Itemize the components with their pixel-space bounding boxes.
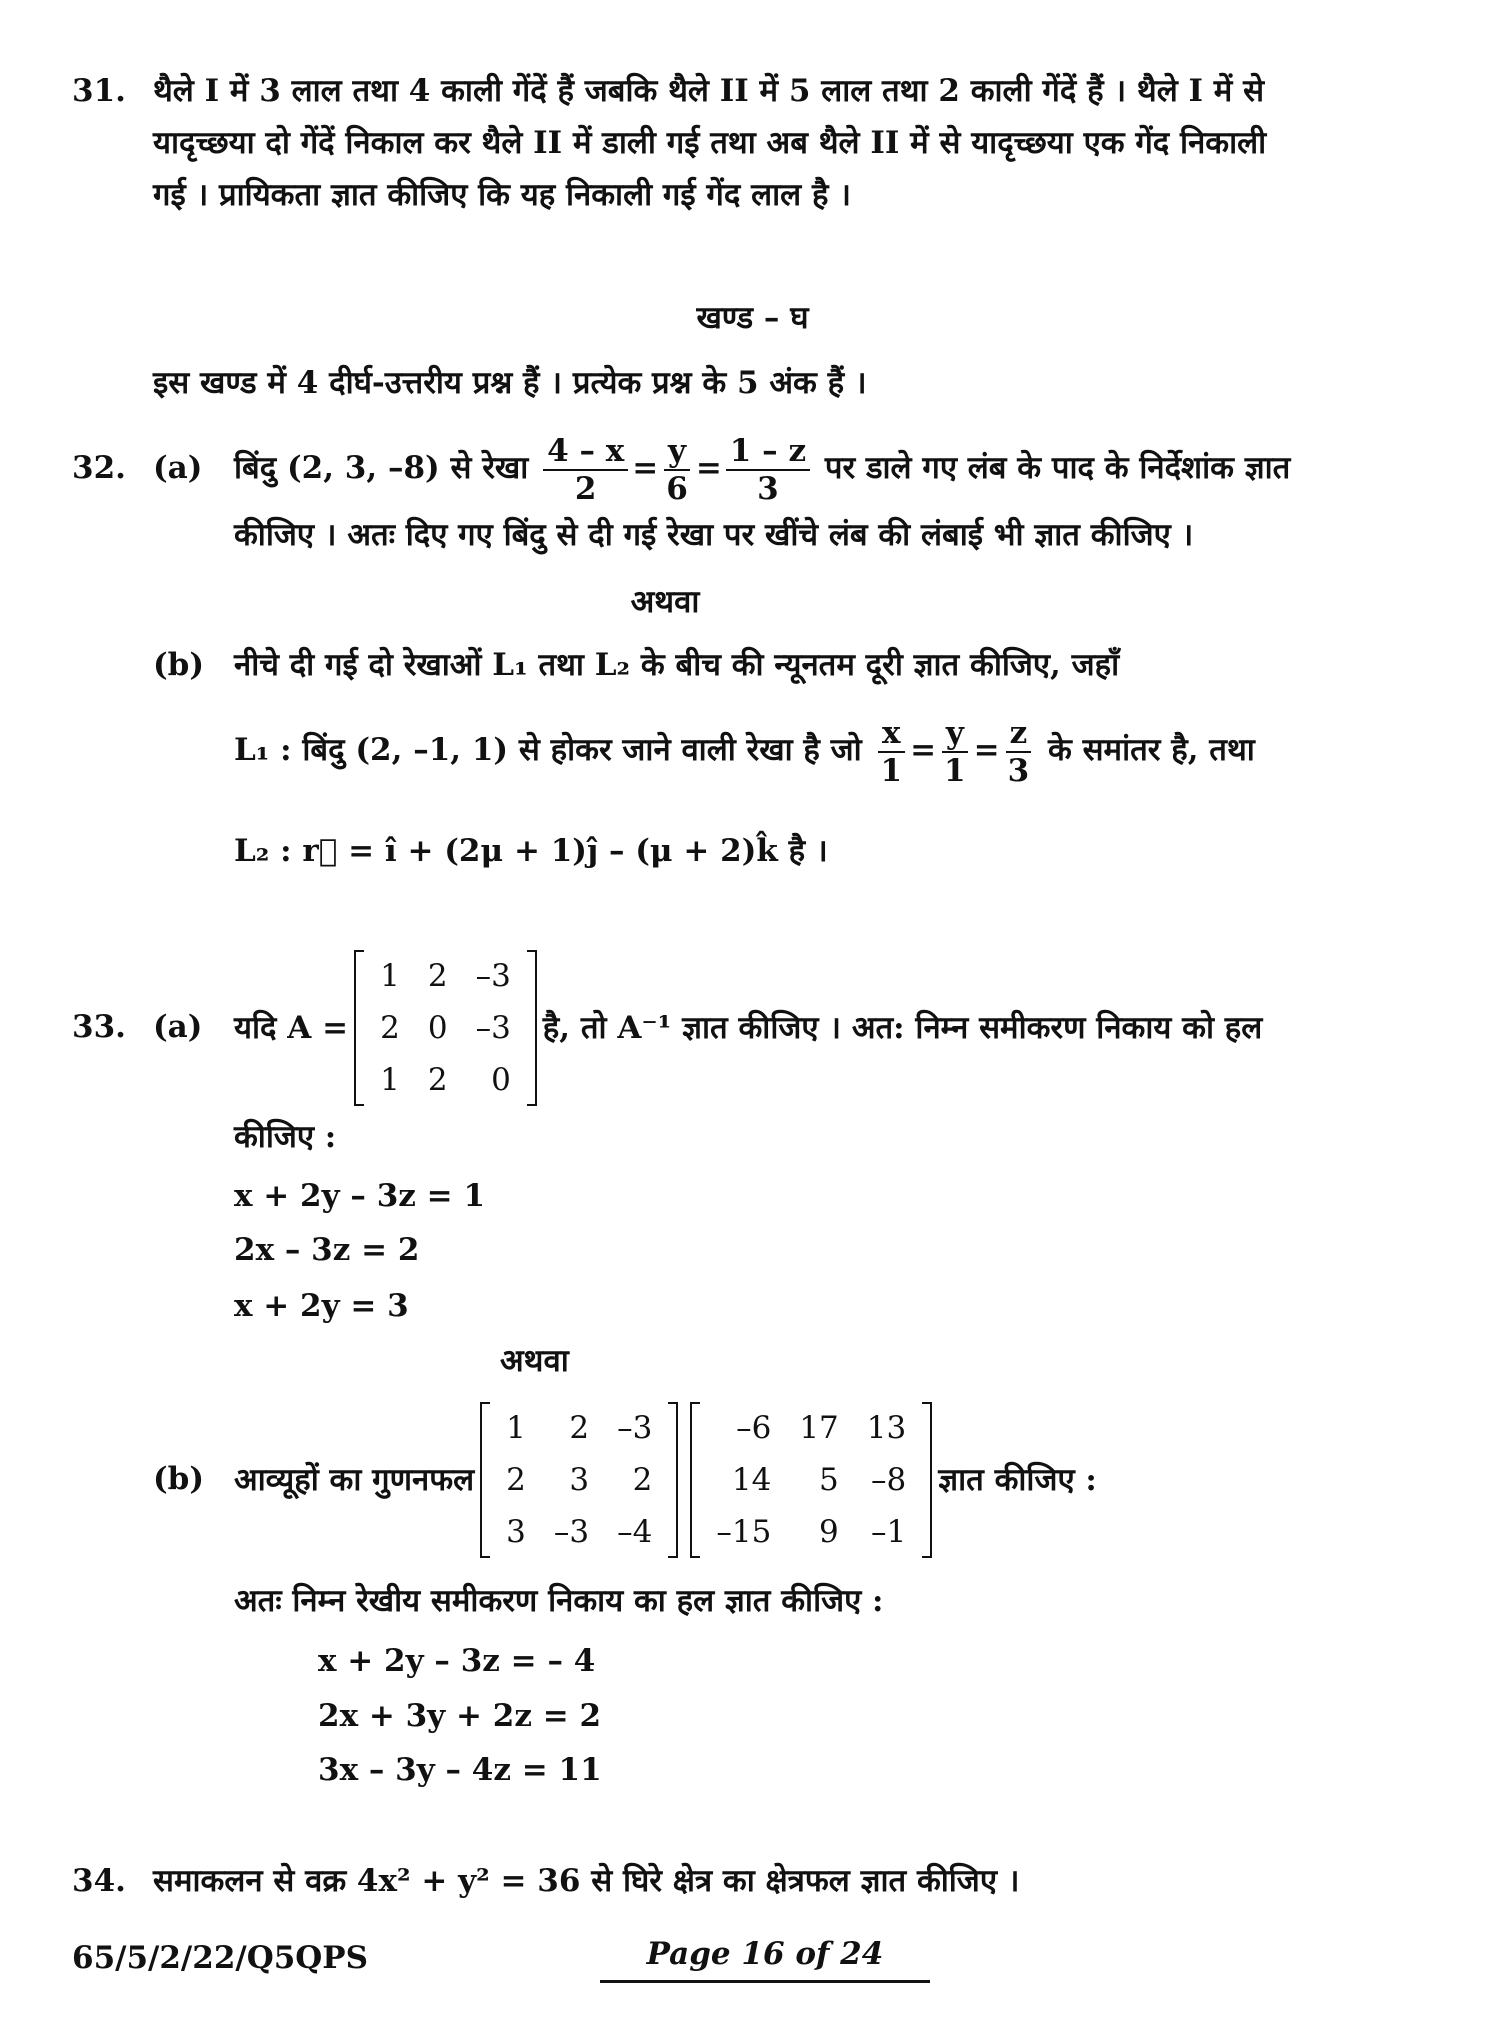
q34-text: समाकलन से वक्र 4x² + y² = 36 से घिरे क्षेत्र का क्षेत्रफल ज्ञात कीजिए । [153, 1863, 1020, 1899]
matrix-cell: 2 [506, 1462, 526, 1498]
q33-a-pre: यदि A = [234, 1010, 349, 1046]
paper-code: 65/5/2/22/Q5QPS [72, 1940, 368, 1976]
l1-post: के समांतर है, तथा [1047, 732, 1255, 768]
matrix-cell: 1 [506, 1410, 526, 1446]
numerator: z [1006, 715, 1032, 753]
matrix-cell: –15 [716, 1514, 772, 1550]
matrix-cell: 5 [819, 1462, 839, 1498]
matrix-cell: 2 [427, 958, 448, 994]
section-title: खण्ड – घ [696, 300, 809, 336]
equation: 2x – 3z = 2 [234, 1232, 420, 1268]
matrix-cell: –3 [475, 1010, 511, 1046]
q32-a-label: (a) [153, 450, 203, 486]
fraction [726, 433, 810, 507]
matrix-row [492, 1454, 666, 1506]
q31-line: यादृच्छया दो गेंदें निकाल कर थैले II में डाली गई तथा अब थैले II में से यादृच्छया एक गेंद निकाली [153, 125, 1267, 161]
q31-line: गई । प्रायिकता ज्ञात कीजिए कि यह निकाली गई गेंद लाल है । [153, 177, 851, 213]
q32-a-line2: कीजिए । अतः दिए गए बिंदु से दी गई रेखा पर खींचे लंब की लंबाई भी ज्ञात कीजिए । [234, 517, 1194, 553]
matrix-cell: 1 [380, 958, 400, 994]
fraction [1004, 715, 1034, 789]
numerator: 1 – z [726, 433, 810, 471]
matrix-cell: 9 [819, 1514, 839, 1550]
q31-number: 31. [72, 73, 126, 109]
matrix-cell: 2 [380, 1010, 400, 1046]
matrix-cell: 14 [731, 1462, 772, 1498]
matrix-cell: –6 [736, 1410, 772, 1446]
matrix-row [492, 1402, 666, 1454]
matrix-row [366, 1054, 525, 1106]
matrix-a [354, 950, 537, 1106]
q32-a-pre: बिंदु (2, 3, –8) से रेखा [234, 450, 529, 486]
matrix-cell: 3 [506, 1514, 526, 1550]
q33-b-post: ज्ञात कीजिए : [938, 1462, 1097, 1498]
q33-b-line2: अतः निम्न रेखीय समीकरण निकाय का हल ज्ञात कीजिए : [234, 1583, 884, 1619]
q33-number: 33. [72, 1009, 126, 1045]
fraction [940, 715, 970, 789]
q33-a-line1 [234, 950, 1262, 1106]
matrix-cell: –3 [475, 958, 511, 994]
matrix-row [702, 1506, 920, 1558]
matrix-q [690, 1402, 932, 1558]
q33-a-label: (a) [153, 1009, 203, 1045]
equation: x + 2y – 3z = – 4 [318, 1643, 596, 1679]
matrix-cell: –8 [871, 1462, 907, 1498]
fraction [876, 715, 906, 789]
page-number: Page 16 of 24 [600, 1936, 930, 1983]
equation: x + 2y – 3z = 1 [234, 1178, 486, 1214]
matrix-cell: 2 [632, 1462, 653, 1498]
q32-a-post: पर डाले गए लंब के पाद के निर्देशांक ज्ञात [824, 450, 1291, 486]
matrix-cell: –1 [871, 1514, 907, 1550]
q32-l1: L₁ : बिंदु (2, –1, 1) से होकर जाने वाली रेखा है जो $\frac{x}{1}$ = $\frac{y}{1}$ = $\frac{z}{3}$ के समांतर है, तथा [234, 714, 1255, 789]
matrix-cell: 0 [427, 1010, 448, 1046]
q33-b-pre: आव्यूहों का गुणनफल [234, 1462, 475, 1498]
matrix-cell: 2 [427, 1062, 448, 1098]
matrix-cell: 2 [569, 1410, 590, 1446]
q32-l2: L₂ : r⃗ = î + (2μ + 1)ĵ – (μ + 2)k̂ है । [234, 833, 828, 869]
matrix-cell: –3 [553, 1514, 590, 1550]
matrix-row [366, 1002, 525, 1054]
matrix-cell: –4 [617, 1514, 653, 1550]
section-intro: इस खण्ड में 4 दीर्घ-उत्तरीय प्रश्न हैं । प्रत्येक प्रश्न के 5 अंक हैं । [153, 365, 867, 401]
matrix-cell: 17 [799, 1410, 839, 1446]
denominator: 1 [944, 752, 966, 789]
q32-b-line1: नीचे दी गई दो रेखाओं L₁ तथा L₂ के बीच की न्यूनतम दूरी ज्ञात कीजिए, जहाँ [234, 647, 1120, 683]
or-label: अथवा [500, 1343, 569, 1379]
denominator: 3 [1007, 752, 1030, 789]
q32-a-line1: बिंदु (2, 3, –8) से रेखा $\frac{4 - x}{2}$ = $\frac{y}{6}$ = $\frac{1 - z}{3}$ पर डाले गए लंब के पाद के निर्देशांक ज्ञात [234, 432, 1291, 507]
denominator: 2 [574, 470, 597, 507]
numerator: x [878, 715, 904, 753]
matrix-row [492, 1506, 666, 1558]
fraction [543, 433, 628, 507]
matrix-row [366, 950, 525, 1002]
equation: 3x – 3y – 4z = 11 [318, 1752, 602, 1788]
denominator: 3 [757, 470, 779, 507]
matrix-cell: 3 [569, 1462, 590, 1498]
equation: 2x + 3y + 2z = 2 [318, 1698, 602, 1734]
numerator: y [664, 433, 690, 471]
q34-number: 34. [72, 1863, 126, 1899]
denominator: 1 [880, 752, 903, 789]
matrix-cell: –3 [617, 1410, 653, 1446]
equation: x + 2y = 3 [234, 1288, 409, 1324]
matrix-cell: 13 [866, 1410, 907, 1446]
q31-line: थैले I में 3 लाल तथा 4 काली गेंदें हैं जबकि थैले II में 5 लाल तथा 2 काली गेंदें हैं । थैले I में से [153, 73, 1265, 109]
matrix-p [480, 1402, 678, 1558]
q33-a-post: है, तो A⁻¹ ज्ञात कीजिए । अत: निम्न समीकरण निकाय को हल [542, 1010, 1263, 1046]
q33-a-line2: कीजिए : [234, 1119, 337, 1155]
q33-b-label: (b) [153, 1461, 205, 1497]
numerator: 4 – x [543, 433, 628, 471]
or-label: अथवा [630, 584, 700, 620]
matrix-cell: 1 [380, 1062, 400, 1098]
q32-b-label: (b) [153, 647, 205, 683]
fraction [662, 433, 692, 507]
matrix-row [702, 1402, 920, 1454]
l1-text: L₁ : बिंदु (2, –1, 1) से होकर जाने वाली रेखा है जो [234, 732, 862, 768]
denominator: 6 [666, 470, 688, 507]
matrix-row [702, 1454, 920, 1506]
q32-number: 32. [72, 450, 126, 486]
numerator: y [942, 715, 968, 753]
matrix-cell: 0 [491, 1062, 511, 1098]
q33-b-line1 [234, 1402, 1097, 1558]
